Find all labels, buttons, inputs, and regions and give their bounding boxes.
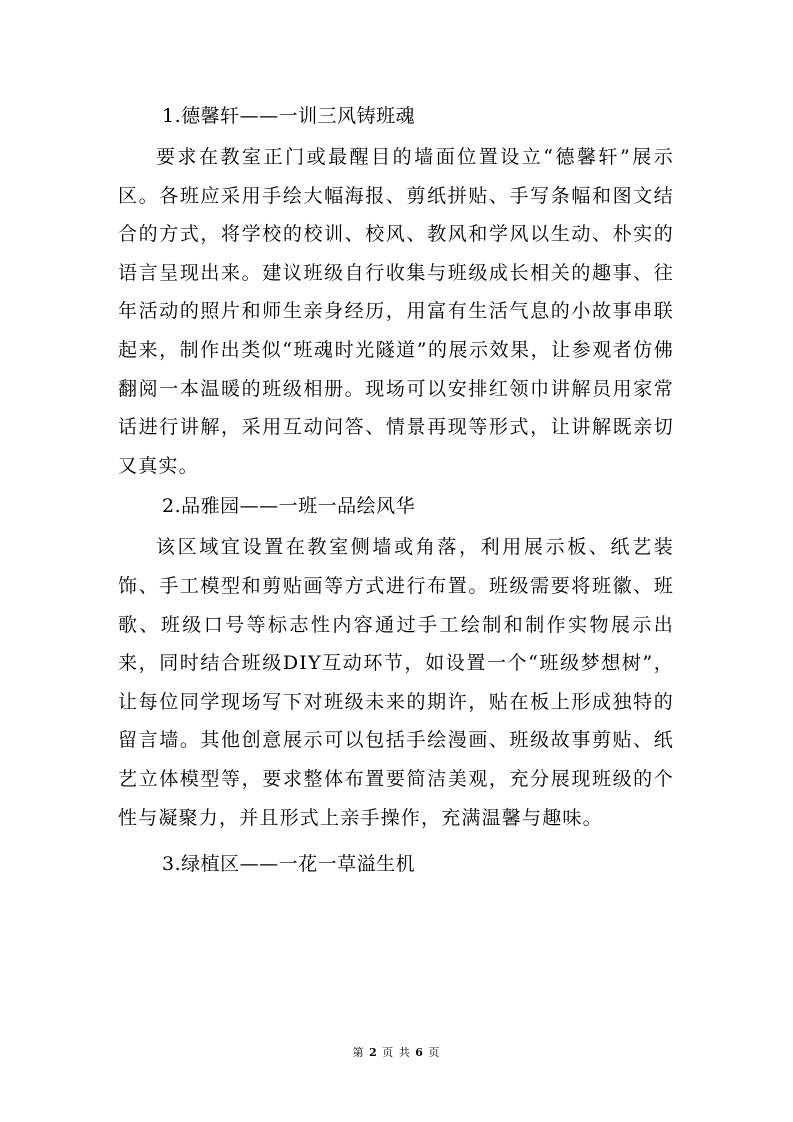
section-heading-1: 1.德馨轩——一训三风铸班魂 (162, 105, 416, 127)
document-body (118, 95, 674, 886)
section-heading-3: 3.绿植区——一花一草溢生机 (162, 853, 416, 876)
section-heading-2: 2.品雅园——一班一品绘风华 (162, 495, 416, 518)
footer-suffix: 页 (428, 1046, 441, 1059)
section-paragraph-2: 该区域宜设置在教室侧墙或角落，利用展示板、纸艺装饰、手工模型和剪贴画等方式进行布置。班级需要将班徽、班歌、班级口号等标志性内容通过手工绘制和制作实物展示出来，同时结合班级DIY互动环节，如设置一个“班级梦想树”，让每位同学现场写下对班级未来的期许，贴在板上形成独特的留言墙。其他创意展示可以包括手绘漫画、班级故事剪贴、纸艺立体模型等，要求整体布置要简洁美观，充分展现班级的个性与凝聚力，并且形式上亲手操作，充满温馨与趣味。 (118, 536, 674, 829)
footer-page-number: 2 (369, 1046, 378, 1059)
section-paragraph-1: 要求在教室正门或最醒目的墙面位置设立“德馨轩”展示区。各班应采用手绘大幅海报、剪纸拼贴、手写条幅和图文结合的方式，将学校的校训、校风、教风和学风以生动、朴实的语言呈现出来。建议班级自行收集与班级成长相关的趣事、往年活动的照片和师生亲身经历，用富有生活气息的小故事串联起来，制作出类似“班魂时光隧道”的展示效果，让参观者仿佛翻阅一本温暖的班级相册。现场可以安排红领巾讲解员用家常话进行讲解，采用互动问答、情景再现等形式，让讲解既亲切又真实。 (118, 146, 674, 477)
page-footer (0, 1046, 793, 1060)
footer-middle: 页 共 (382, 1046, 411, 1059)
footer-prefix: 第 (352, 1046, 365, 1059)
footer-total-pages: 6 (415, 1046, 424, 1059)
